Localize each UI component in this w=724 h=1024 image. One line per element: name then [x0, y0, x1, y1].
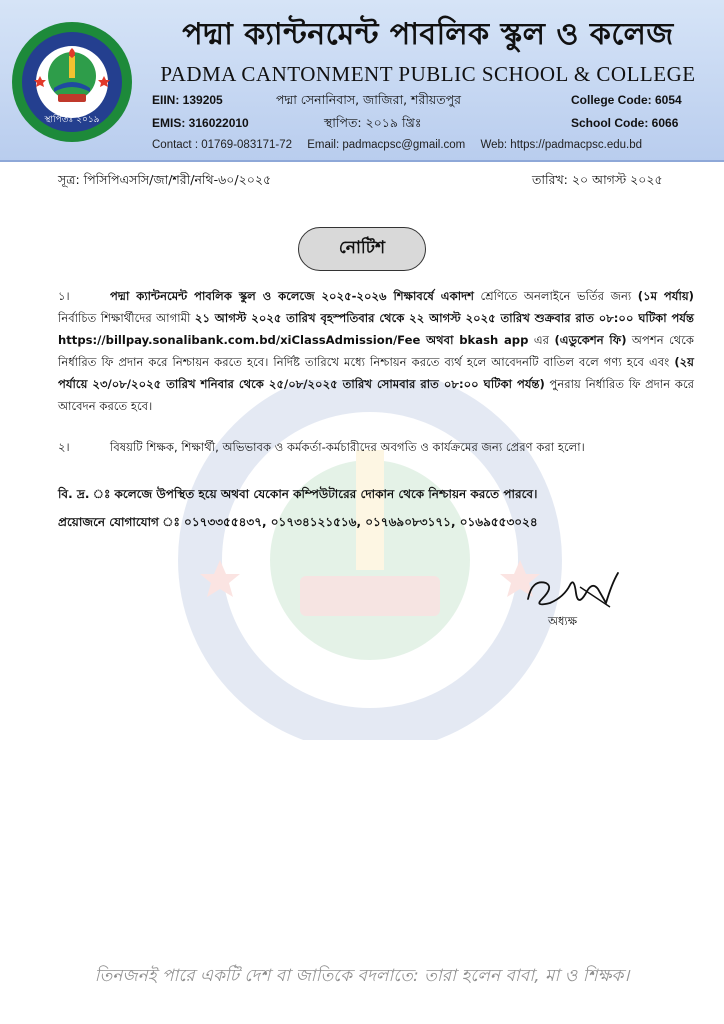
contact-line	[152, 139, 654, 151]
letterhead	[0, 0, 724, 162]
note-line: বি. দ্র. ঃ কলেজে উপস্থিত হয়ে অথবা যেকোন কম্পিউটারের দোকান থেকে নিশ্চায়ন করতে পারবে।	[58, 487, 538, 501]
address: পদ্মা সেনানিবাস, জাজিরা, শরীয়তপুর	[276, 92, 462, 107]
para1-text: অপশন থেকে নির্ধারিত ফি প্রদান করে নিশ্চায়ন করতে হবে। নির্দিষ্ট তারিখে মধ্যে নিশ্চায়ন করতে ব্যর্থ হলে আবেদনটি বাতিল বলে গণ্য হবে এবং	[58, 333, 695, 369]
contact-phone: Contact : 01769-083171-72	[152, 139, 293, 151]
para1-payment-window: ২১ আগস্ট ২০২৫ তারিখ বৃহস্পতিবার থেকে ২২ আগস্ট ২০২৫ তারিখ শুক্রবার রাত ০৮:০০ ঘটিকা পর্যন্ত https://billpay.sonalibank.com.bd/xiClassAdmission/Fee অথবা bkash app	[58, 311, 694, 347]
notice-title: নোটিশ	[298, 227, 426, 271]
para2-text: বিষয়টি শিক্ষক, শিক্ষার্থী, অভিভাবক ও কর্মকর্তা-কর্মচারীদের অবগতি ও কার্যক্রমের জন্য প্রেরণ করা হলো।	[110, 440, 585, 454]
paragraph-number: ১।	[58, 289, 70, 303]
watermark-logo	[150, 380, 590, 740]
para1-text: শ্রেণিতে অনলাইনে ভর্তির জন্য	[474, 289, 638, 303]
para1-phase: (১ম পর্যায়)	[637, 289, 694, 303]
letter-date: তারিখ: ২০ আগস্ট ২০২৫	[532, 172, 663, 187]
established-date: স্থাপিত: ২০১৯ খ্রিঃ	[324, 115, 422, 130]
para1-school-session: পদ্মা ক্যান্টনমেন্ট পাবলিক স্কুল ও কলেজে ২০২৫-২০২৬ শিক্ষাবর্ষে একাদশ	[110, 289, 475, 303]
school-code: School Code: 6066	[571, 116, 679, 130]
emis-number: EMIS: 316022010	[152, 116, 249, 130]
contact-email[interactable]: Email: padmacpsc@gmail.com	[307, 139, 466, 151]
para1-text: এর	[528, 333, 555, 347]
principal-signature	[520, 563, 620, 619]
school-name-english: PADMA CANTONMENT PUBLIC SCHOOL & COLLEGE	[160, 62, 696, 86]
para1-second-phase: (২য় পর্যায়ে ২৩/০৮/২০২৫ তারিখ শনিবার থেকে ২৫/০৮/২০২৫ তারিখ সোমবার রাত ০৮:০০ ঘটিকা পর্যন্ত)	[58, 355, 694, 391]
contact-web[interactable]: Web: https://padmacpsc.edu.bd	[480, 139, 642, 151]
school-logo	[8, 18, 136, 146]
notice-paragraph-2	[58, 436, 694, 458]
contact-numbers: প্রয়োজনে যোগাযোগ ঃ ০১৭৩৩৫৫৪৩৭, ০১৭৩৪১২১৫১৬, ০১৭৬৯০৮৩১৭১, ০১৬৯৫৫৩০২৪	[58, 515, 538, 529]
para1-fee-option: (এডুকেশন ফি)	[554, 333, 627, 347]
paragraph-number: ২।	[58, 440, 70, 454]
notice-paragraph-1	[58, 285, 694, 417]
reference-number: সূত্র: পিসিপিএসসি/জা/শরী/নথি-৬০/২০২৫	[58, 172, 272, 187]
footer-quote: তিনজনই পারে একটি দেশ বা জাতিকে বদলাতে: তারা হলেন বাবা, মা ও শিক্ষক।	[94, 966, 630, 986]
para1-text: পুনরায় নির্ধারিত ফি প্রদান করে আবেদন করতে হবে।	[58, 377, 695, 413]
logo-est-text: স্থাপিতঃ ২০১৯	[44, 115, 100, 125]
signatory-title: অধ্যক্ষ	[548, 614, 578, 628]
eiin-number: EIIN: 139205	[152, 93, 223, 107]
college-code: College Code: 6054	[571, 93, 682, 107]
para1-text: নির্বাচিত শিক্ষার্থীদের আগামী	[58, 311, 195, 325]
school-name-bangla: পদ্মা ক্যান্টনমেন্ট পাবলিক স্কুল ও কলেজ	[182, 17, 674, 52]
